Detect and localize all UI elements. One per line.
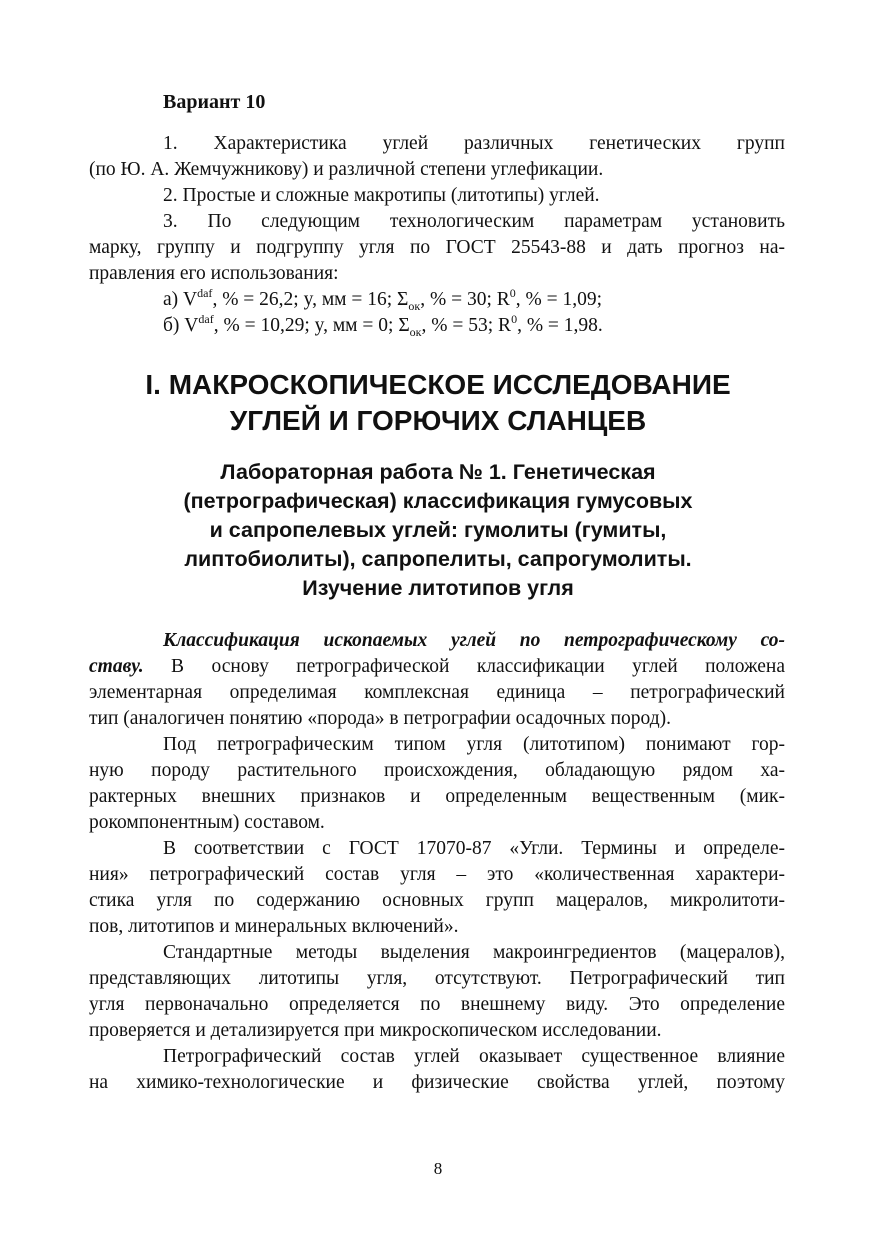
task-3-line-2: марку, группу и подгруппу угля по ГОСТ 25543-88 и дать прогноз на- (89, 237, 785, 258)
body-text (89, 628, 785, 1096)
task-1-line-1: 1. Характеристика углей различных генетических групп (163, 133, 785, 154)
paragraph-3-line-2: ния» петрографический состав угля – это «количественная характери- (89, 864, 785, 885)
paragraph-2-line-4: рокомпонентным) составом. (89, 812, 325, 833)
paragraph-3-line-3: стика угля по содержанию основных групп мацералов, микролитоти- (89, 890, 785, 911)
paragraph-1-line-1: Классификация ископаемых углей по петрографическому со- (163, 630, 785, 651)
task-3-option-a: а) $V^{daf}$, % = 26,2; y, мм = 16; $\Sigma_{ок}$, % = 30; $R^0$, % = 1,09; (163, 285, 603, 313)
lab-title-line-1: Лабораторная работа № 1. Генетическая (220, 460, 656, 484)
paragraph-5-line-2: на химико-технологические и физические свойства углей, поэтому (89, 1072, 785, 1093)
paragraph-1-line-4: тип (аналогичен понятию «порода» в петрографии осадочных пород). (89, 708, 671, 729)
paragraph-1-line-3: элементарная определимая комплексная единица – петрографический (89, 682, 785, 703)
task-list (89, 131, 785, 339)
lab-title-line-3: и сапропелевых углей: гумолиты (гумиты, (209, 518, 667, 542)
paragraph-4-line-1: Стандартные методы выделения макроингредиентов (мацералов), (163, 942, 785, 963)
lab-work-title (60, 458, 816, 603)
paragraph-1-line-2: ставу. В основу петрографической классификации углей положена (89, 656, 785, 677)
task-3-line-1: 3. По следующим технологическим параметрам установить (163, 211, 785, 232)
task-1-line-2: (по Ю. А. Жемчужникову) и различной степени углефикации. (89, 159, 604, 180)
lab-title-line-4: липтобиолиты), сапропелиты, сапрогумолиты. (184, 547, 692, 571)
lab-title-line-2: (петрографическая) классификация гумусовых (183, 489, 693, 513)
section-heading-line-1: I. МАКРОСКОПИЧЕСКОЕ ИССЛЕДОВАНИЕ (145, 369, 731, 400)
paragraph-5-line-1: Петрографический состав углей оказывает существенное влияние (163, 1046, 785, 1067)
paragraph-4-line-4: проверяется и детализируется при микроскопическом исследовании. (89, 1020, 662, 1041)
task-3-option-b: б) $V^{daf}$, % = 10,29; y, мм = 0; $\Sigma_{ок}$, % = 53; $R^0$, % = 1,98. (163, 311, 603, 339)
variant-title: Вариант 10 (163, 91, 266, 113)
paragraph-4-line-2: представляющих литотипы угля, отсутствуют. Петрографический тип (89, 968, 785, 989)
paragraph-3-line-4: пов, литотипов и минеральных включений». (89, 916, 459, 937)
section-heading (60, 367, 816, 439)
task-3-line-3: правления его использования: (89, 263, 339, 284)
section-heading-line-2: УГЛЕЙ И ГОРЮЧИХ СЛАНЦЕВ (229, 405, 647, 436)
paragraph-2-line-1: Под петрографическим типом угля (литотипом) понимают гор- (163, 734, 785, 755)
task-2: 2. Простые и сложные макротипы (литотипы) углей. (163, 185, 600, 206)
paragraph-4-line-3: угля первоначально определяется по внешнему виду. Это определение (89, 994, 785, 1015)
paragraph-2-line-2: ную породу растительного происхождения, обладающую рядом ха- (89, 760, 785, 781)
paragraph-3-line-1: В соответствии с ГОСТ 17070-87 «Угли. Термины и определе- (163, 838, 785, 859)
page-number: 8 (433, 1159, 443, 1178)
lab-title-line-5: Изучение литотипов угля (302, 576, 574, 600)
paragraph-2-line-3: рактерных внешних признаков и определенным вещественным (мик- (89, 786, 785, 807)
